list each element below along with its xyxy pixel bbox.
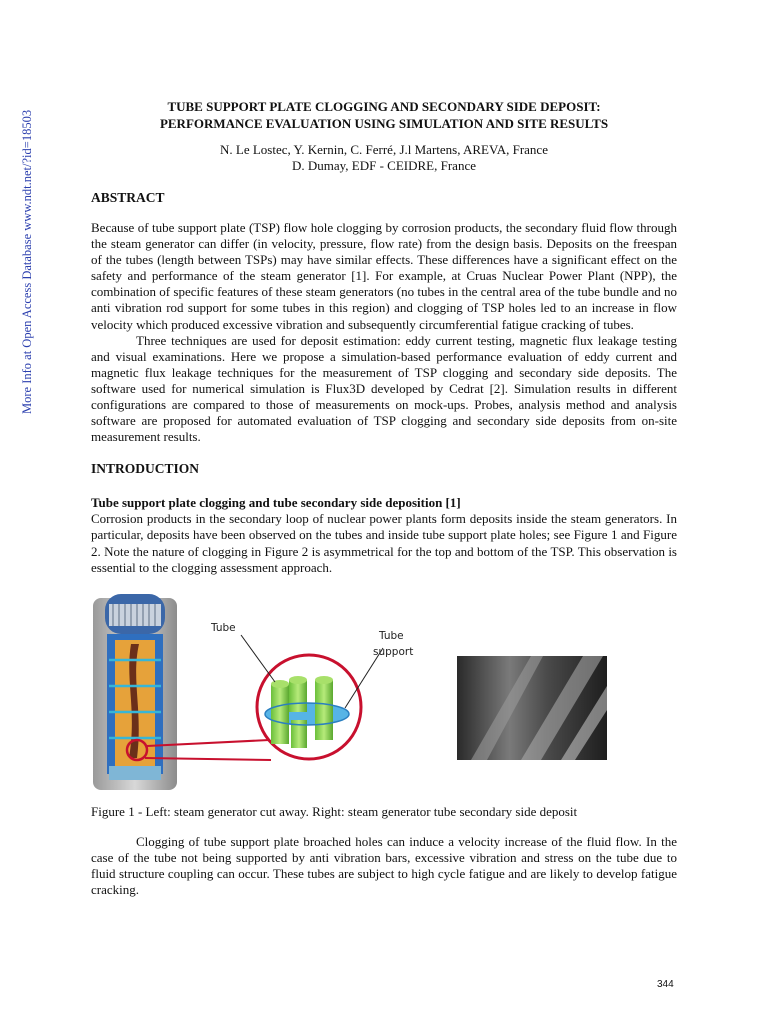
authors-line-1: N. Le Lostec, Y. Kernin, C. Ferré, J.l Martens, AREVA, France bbox=[220, 142, 548, 157]
label-tube-support-line-1: Tube bbox=[379, 629, 404, 642]
abstract-heading: ABSTRACT bbox=[91, 190, 165, 205]
introduction-heading: INTRODUCTION bbox=[91, 461, 200, 477]
introduction-paragraph-1: Corrosion products in the secondary loop of nuclear power plants form deposits inside the steam generators. In particular, deposits have been observed on the tubes and inside tube support plate holes; see Figure 1 and Figure 2. Note the nature of clogging in Figure 2 is asymmetrical for the top and bottom of the TSP. This observation is essential to the clogging assessment approach. bbox=[91, 511, 677, 575]
side-note-url[interactable]: More Info at Open Access Database www.ndt.net/?id=18503 bbox=[20, 109, 34, 414]
introduction-subheading: Tube support plate clogging and tube secondary side deposition [1] bbox=[91, 495, 461, 511]
abstract-paragraph-2: Three techniques are used for deposit estimation: eddy current testing, magnetic flux leakage testing and visual examinations. Here we propose a simulation-based performance evaluation of eddy current and magnetic flux leakage techniques for the measurement of TSP clogging and secondary side deposits. The software used for numerical simulation is Flux3D developed by Cedrat [2]. Simulation results in different configurations are compared to those of measurements on mock-ups. Probes, analysis method and analysis software are proposed for automated evaluation of TSP clogging and secondary side deposits from on-site measurement results. bbox=[91, 332, 677, 445]
label-tube-support-line-2: support bbox=[373, 645, 414, 658]
introduction-paragraph-2: Clogging of tube support plate broached holes can induce a velocity increase of the fluid flow. In the case of the tube not being supported by anti vibration bars, excessive vibration and stress on the tube due to fluid structure coupling can occur. These tubes are subject to high cycle fatigue and are likely to develop fatigue cracking. bbox=[91, 833, 677, 897]
figure-1-caption: Figure 1 - Left: steam generator cut away. Right: steam generator tube secondary side deposit bbox=[91, 803, 578, 819]
label-tube: Tube bbox=[211, 621, 236, 634]
authors-line-2: D. Dumay, EDF - CEIDRE, France bbox=[291, 158, 476, 173]
steam-generator-cutaway-illustration bbox=[91, 590, 677, 800]
title-line-1: TUBE SUPPORT PLATE CLOGGING AND SECONDARY SIDE DEPOSIT: bbox=[167, 99, 601, 114]
page-number: 344 bbox=[657, 979, 674, 990]
paper-title bbox=[91, 98, 677, 132]
abstract-paragraph-1: Because of tube support plate (TSP) flow hole clogging by corrosion products, the secondary fluid flow through the steam generator can differ (in velocity, pressure, flow rate) from the design basis. Deposits on the freespan of the tubes (length between TSPs) may have similar effects. These differences have a significant effect on the safety and performance of the steam generator [1]. For example, at Cruas Nuclear Power Plant (NPP), the combination of specific features of these steam generators (no tubes in the central area of the tube bundle and no anti vibration rod support for some tubes in this region) and clogging of TSP holes led to an increase in flow velocity which produced excessive vibration and subsequently circumferential fatigue cracking of tubes. bbox=[91, 220, 677, 332]
title-line-2: PERFORMANCE EVALUATION USING SIMULATION AND SITE RESULTS bbox=[159, 116, 609, 131]
authors bbox=[91, 142, 677, 174]
figure-1 bbox=[91, 590, 677, 800]
page-body bbox=[91, 98, 677, 898]
